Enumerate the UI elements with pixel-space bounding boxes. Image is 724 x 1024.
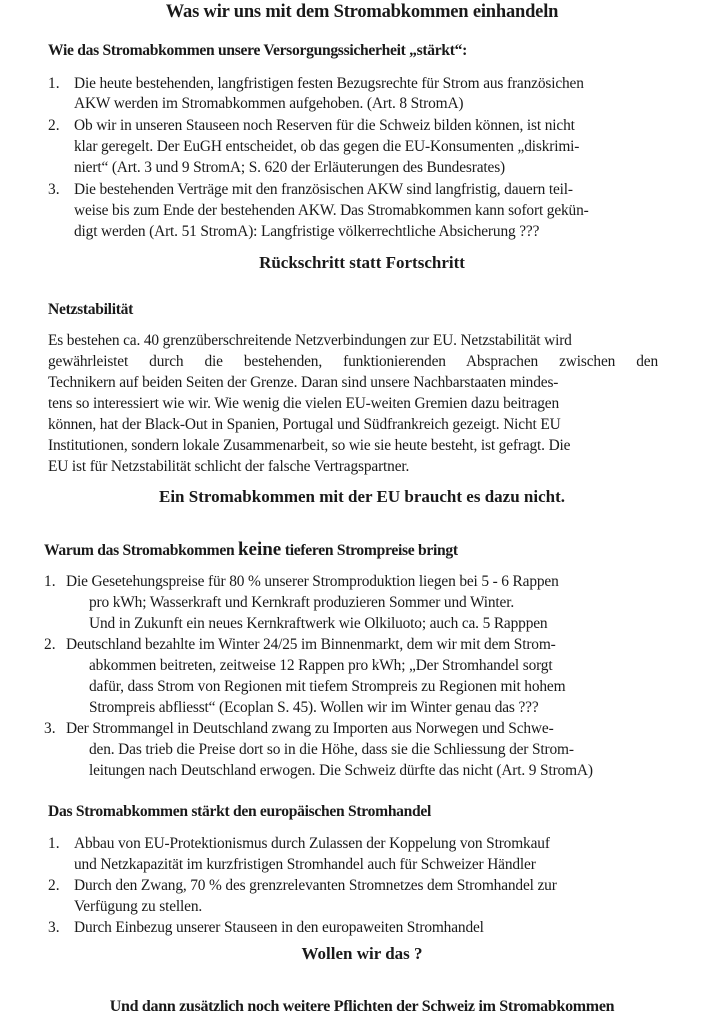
section-heading-versorgungssicherheit: Wie das Stromabkommen unsere Versorgungssicherheit „stärkt“: (48, 42, 468, 59)
list-item-line: den. Das trieb die Preise dort so in die Höhe, dass sie die Schliessung der Strom- (89, 741, 574, 758)
list-item-line: Durch Einbezug unserer Stauseen in den europaweiten Stromhandel (74, 919, 484, 936)
paragraph-line: tens so interessiert wie wir. Wie wenig die vielen EU-weiten Gremien dazu beitragen (48, 395, 560, 412)
page-title: Was wir uns mit dem Stromabkommen einhandeln (165, 2, 559, 22)
paragraph-line: EU ist für Netzstabilität schlicht der falsche Vertragspartner. (48, 458, 410, 475)
section-heading-stromhandel: Das Stromabkommen stärkt den europäischen Stromhandel (48, 803, 432, 820)
heading-emphasis: keine (237, 539, 282, 560)
section-conclusion-rueckschritt: Rückschritt statt Fortschritt (259, 253, 465, 272)
list-item-line: Durch den Zwang, 70 % des grenzrelevanten Stromnetzes dem Stromhandel zur (74, 877, 557, 894)
list-item-line: Verfügung zu stellen. (74, 898, 203, 915)
list-item-line: dafür, dass Strom von Regionen mit tiefem Strompreis zu Regionen mit hohem (89, 678, 566, 695)
list-number: 2. (48, 877, 60, 894)
paragraph-line: Technikern auf beiden Seiten der Grenze. Daran sind unsere Nachbarstaaten mindes- (48, 374, 559, 391)
paragraph-line: Institutionen, sondern lokale Zusammenarbeit, so wie sie heute besteht, ist gefragt. Die (48, 437, 571, 454)
list-number: 1. (48, 835, 60, 852)
section-conclusion-stromabkommen: Ein Stromabkommen mit der EU braucht es dazu nicht. (159, 487, 565, 506)
paragraph-line: gewährleistet durch die bestehenden, funktionierenden Absprachen zwischen den (48, 353, 658, 370)
list-number: 1. (44, 573, 56, 590)
list-item-line: und Netzkapazität im kurzfristigen Stromhandel auch für Schweizer Händler (74, 856, 536, 873)
list-item-line: weise bis zum Ende der bestehenden AKW. Das Stromabkommen kann sofort gekün- (74, 202, 589, 219)
heading-text: tieferen Strompreise bringt (281, 542, 458, 559)
list-number: 2. (48, 117, 60, 134)
section-conclusion-wollen-wir-das: Wollen wir das ? (301, 944, 423, 963)
list-item-line: leitungen nach Deutschland erwogen. Die Schweiz dürfte das nicht (Art. 9 StromA) (89, 762, 593, 779)
paragraph-line: können, hat der Black-Out in Spanien, Portugal und Südfrankreich gezeigt. Nicht EU (48, 416, 561, 433)
list-item-line: Und in Zukunft ein neues Kernkraftwerk wie Olkiluoto; auch ca. 5 Rapppen (89, 615, 548, 632)
list-item-line: Die heute bestehenden, langfristigen festen Bezugsrechte für Strom aus französichen (74, 75, 584, 92)
list-number: 2. (44, 636, 56, 653)
paragraph-line: Es bestehen ca. 40 grenzüberschreitende Netzverbindungen zur EU. Netzstabilität wird (48, 332, 572, 349)
list-item-line: Der Strommangel in Deutschland zwang zu Importen aus Norwegen und Schwe- (66, 720, 554, 737)
list-item-line: abkommen beitreten, zeitweise 12 Rappen pro kWh; „Der Stromhandel sorgt (89, 657, 553, 674)
list-item-line: Die Gesetehungspreise für 80 % unserer Stromproduktion liegen bei 5 - 6 Rappen (66, 573, 559, 590)
list-item-line: digt werden (Art. 51 StromA): Langfristige völkerrechtliche Absicherung ??? (74, 223, 540, 240)
section-heading-strompreise (44, 539, 458, 561)
heading-text: Warum das Stromabkommen (44, 542, 238, 559)
list-item-line: klar geregelt. Der EuGH entscheidet, ob das gegen die EU-Konsumenten „diskrimi- (74, 138, 580, 155)
list-item-line: Deutschland bezahlte im Winter 24/25 im Binnenmarkt, dem wir mit dem Strom- (66, 636, 556, 653)
list-number: 3. (44, 720, 56, 737)
list-item-line: Abbau von EU-Protektionismus durch Zulassen der Koppelung von Stromkauf (74, 835, 550, 852)
list-number: 1. (48, 75, 60, 92)
list-item-line: Strompreis abfliesst“ (Ecoplan S. 45). Wollen wir im Winter genau das ??? (89, 699, 539, 716)
list-item-line: niert“ (Art. 3 und 9 StromA; S. 620 der Erläuterungen des Bundesrates) (74, 159, 506, 176)
footer-heading: Und dann zusätzlich noch weitere Pflichten der Schweiz im Stromabkommen (109, 998, 615, 1015)
list-item-line: Die bestehenden Verträge mit den französischen AKW sind langfristig, dauern teil- (74, 181, 573, 198)
list-item-line: pro kWh; Wasserkraft und Kernkraft produzieren Sommer und Winter. (89, 594, 515, 611)
list-item-line: Ob wir in unseren Stauseen noch Reserven für die Schweiz bilden können, ist nicht (74, 117, 575, 134)
section-heading-netzstabilitaet: Netzstabilität (48, 301, 134, 318)
list-number: 3. (48, 919, 60, 936)
list-item-line: AKW werden im Stromabkommen aufgehoben. (Art. 8 StromA) (74, 95, 464, 112)
list-number: 3. (48, 181, 60, 198)
